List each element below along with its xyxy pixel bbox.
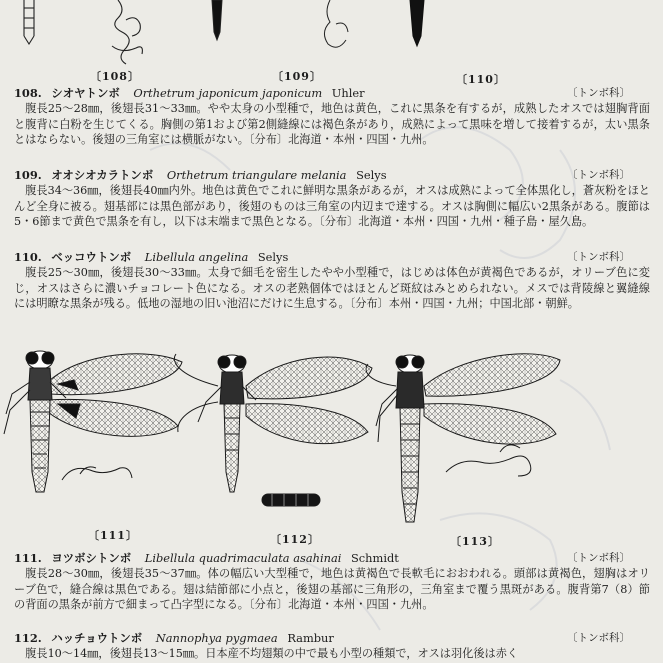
- entry-header: [14, 249, 650, 265]
- entry-header: [14, 630, 650, 646]
- entry-number: 111.: [14, 551, 42, 565]
- entry-number: 112.: [14, 631, 42, 645]
- figure-109-illustration: [212, 0, 348, 47]
- entry-number: 110.: [14, 250, 42, 264]
- entry-number: 108.: [14, 86, 42, 100]
- family-label: 〔トンボ科〕: [567, 169, 630, 181]
- japanese-name: ヨツボシトンボ: [51, 551, 132, 565]
- entry-111: [14, 550, 650, 613]
- entry-description: 腹長10～14㎜，後翅長13～15㎜。日本産不均翅類の中で最も小型の種類で，オスは羽化後は赤く: [25, 647, 519, 660]
- author-name: Uhler: [331, 86, 365, 100]
- scientific-name: Nannophya pygmaea: [155, 631, 278, 645]
- family-label: 〔トンボ科〕: [567, 632, 630, 644]
- entry-description: 腹長34～36㎜，後翅長40㎜内外。地色は黄色でこれに鮮明な黒条があるが，オスは成熟によって全体黒化し，蒼灰粉をほとんど全身に被る。翅基部には黒色部があり，後翅のものは三角室の内辺まで達する。オスは胸側に幅広い2黒条がある。腹節は5・6節まで黄色で黒条を有し，以下は末端まで黒色となる。〔分布〕北海道・本州・四国・九州・種子島・屋久島。: [14, 184, 650, 228]
- japanese-name: オオシオカラトンボ: [51, 168, 154, 182]
- figure-108-illustration: [24, 0, 142, 64]
- figure-113-dragonfly: [366, 354, 560, 522]
- figure-label-111: 〔111〕: [88, 529, 138, 542]
- japanese-name: ハッチョウトンボ: [51, 631, 143, 645]
- figure-111-dragonfly: [4, 351, 182, 492]
- family-label: 〔トンボ科〕: [567, 87, 630, 99]
- scientific-name: Orthetrum triangulare melania: [166, 168, 347, 182]
- entry-number: 109.: [14, 168, 42, 182]
- entry-header: [14, 167, 650, 183]
- entry-109: [14, 167, 650, 230]
- entry-108: [14, 85, 650, 148]
- entry-header: [14, 85, 650, 101]
- entry-description: 腹長25～28㎜，後翅長31～33㎜。やや太身の小型種で，地色は黄色，これに黒条を有するが，成熟したオスでは翅胸背面と腹背に白粉を生じてくる。胸側の第1および第2側縫線には褐色条があり，成熟によって黒味を増して接着するが，太い黒条とはならない。後翅の三角室には横脈がない。〔分布〕北海道・本州・四国・九州。: [14, 102, 650, 146]
- family-label: 〔トンボ科〕: [567, 251, 630, 263]
- entry-description: 腹長28～30㎜，後翅長35～37㎜。体の幅広い大型種で，地色は黄褐色で長軟毛におおわれる。頭部は黄褐色，翅胸はオリーブ色で，縫合線は黒色である。翅は結節部に小点と，後翅の基部に三角形の，三角室まで覆う黒斑がある。腹背第7（8）節の背面の黒条が前方で細まって凸字型になる。〔分布〕北海道・本州・四国・九州。: [14, 567, 650, 611]
- japanese-name: シオヤトンボ: [51, 86, 120, 100]
- japanese-name: ベッコウトンボ: [51, 250, 132, 264]
- family-label: 〔トンボ科〕: [567, 552, 630, 564]
- entry-110: [14, 249, 650, 312]
- author-name: Selys: [356, 168, 387, 182]
- entry-header: [14, 550, 650, 566]
- figure-label-108: 〔108〕: [90, 70, 140, 83]
- figure-label-109: 〔109〕: [272, 70, 322, 83]
- scientific-name: Libellula angelina: [144, 250, 249, 264]
- figure-112-dragonfly: [174, 354, 372, 506]
- middle-figures: [0, 342, 663, 552]
- scientific-name: Libellula quadrimaculata asahinai: [144, 551, 342, 565]
- figure-110-illustration: [410, 0, 424, 46]
- figure-label-110: 〔110〕: [456, 73, 506, 86]
- author-name: Schmidt: [351, 551, 399, 565]
- author-name: Rambur: [287, 631, 334, 645]
- entry-description: 腹長25～30㎜，後翅長30～33㎜。太身で細毛を密生したやや小型種で，はじめは体色が黄褐色であるが，オリーブ色に変じ，オスはさらに濃いチョコレート色になる。オスの老熟個体ではほとんど斑紋はみとめられない。メスでは背陵線と翼縫線には明瞭な黒条が残る。低地の湿地の旧い池沼にだけに生息する。〔分布〕本州・四国・九州；中国北部・朝鮮。: [14, 266, 650, 310]
- figure-label-113: 〔113〕: [450, 535, 500, 548]
- figure-label-112: 〔112〕: [270, 533, 320, 546]
- author-name: Selys: [257, 250, 289, 264]
- entry-112: [14, 630, 650, 662]
- scientific-name: Orthetrum japonicum japonicum: [133, 86, 323, 100]
